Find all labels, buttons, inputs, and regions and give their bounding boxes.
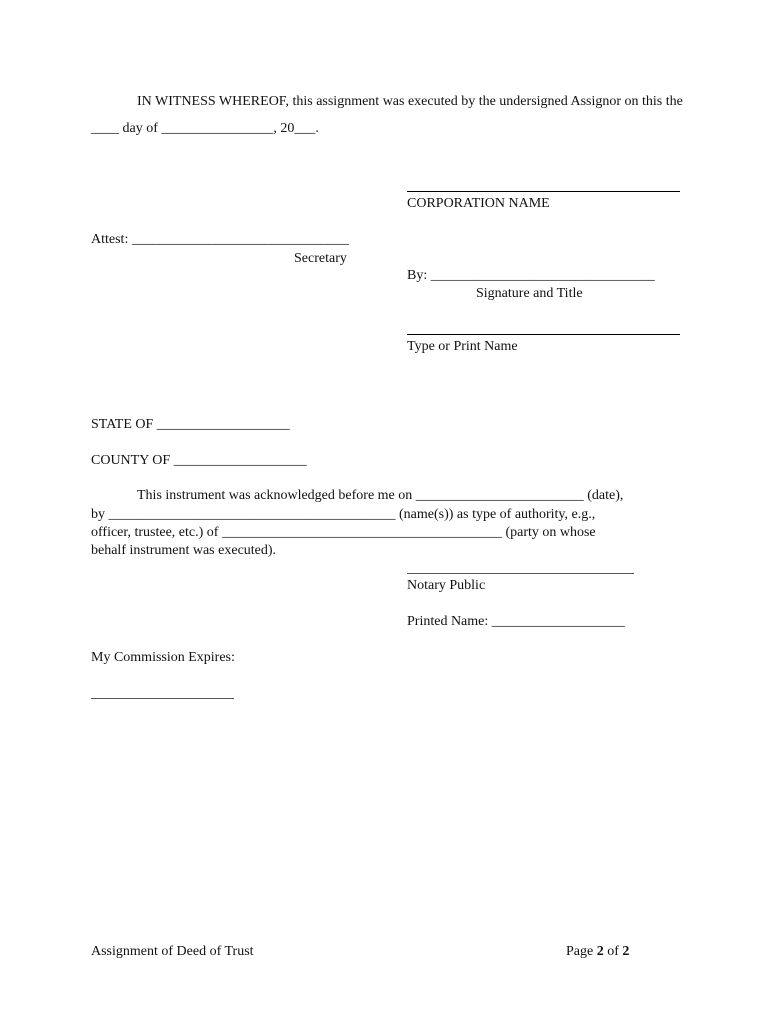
county-of-label: COUNTY OF [91, 453, 174, 468]
acknowledgment-line-4: behalf instrument was executed). [91, 543, 277, 558]
secretary-label: Secretary [294, 251, 347, 266]
by-signature-field[interactable] [407, 268, 655, 284]
state-of-field[interactable] [91, 417, 290, 433]
county-of-field[interactable] [91, 453, 307, 469]
state-of-label: STATE OF [91, 417, 157, 432]
page-prefix: Page [566, 944, 597, 959]
printed-name-field[interactable] [407, 614, 625, 630]
signature-and-title-label: Signature and Title [476, 286, 583, 301]
attest-blank[interactable]: _______________________________ [131, 232, 349, 247]
commission-expires-line[interactable] [91, 698, 234, 699]
page-of: of [603, 944, 623, 959]
page-total: 2 [622, 944, 630, 959]
by-label: By: [407, 268, 431, 283]
acknowledgment-line-1: This instrument was acknowledged before me on ________________________ (date), [137, 488, 624, 503]
notary-public-label: Notary Public [407, 578, 486, 593]
corporation-name-label: CORPORATION NAME [407, 196, 550, 211]
printed-name-label: Printed Name: [407, 614, 492, 629]
footer-page-number [566, 944, 629, 960]
attest-label: Attest: [91, 232, 132, 247]
corporation-name-line[interactable] [407, 191, 680, 192]
state-of-blank[interactable]: ___________________ [156, 417, 290, 432]
print-name-line[interactable] [407, 334, 680, 335]
footer-document-title: Assignment of Deed of Trust [91, 944, 254, 959]
witness-date-line: ____ day of ________________, 20___. [91, 121, 319, 136]
type-or-print-name-label: Type or Print Name [407, 339, 518, 354]
commission-expires-label: My Commission Expires: [91, 650, 235, 665]
attest-field[interactable] [91, 232, 349, 248]
notary-signature-line[interactable] [407, 573, 634, 574]
acknowledgment-line-2: by _________________________________________ (name(s)) as type of authority, e.g., [91, 507, 596, 522]
witness-clause-line-1: IN WITNESS WHEREOF, this assignment was executed by the undersigned Assignor on this the [137, 94, 683, 109]
printed-name-blank[interactable]: ___________________ [491, 614, 625, 629]
page-current: 2 [596, 944, 604, 959]
by-blank[interactable]: ________________________________ [430, 268, 655, 283]
acknowledgment-line-3: officer, trustee, etc.) of ________________________________________ (party on whose [91, 525, 596, 540]
county-of-blank[interactable]: ___________________ [173, 453, 307, 468]
